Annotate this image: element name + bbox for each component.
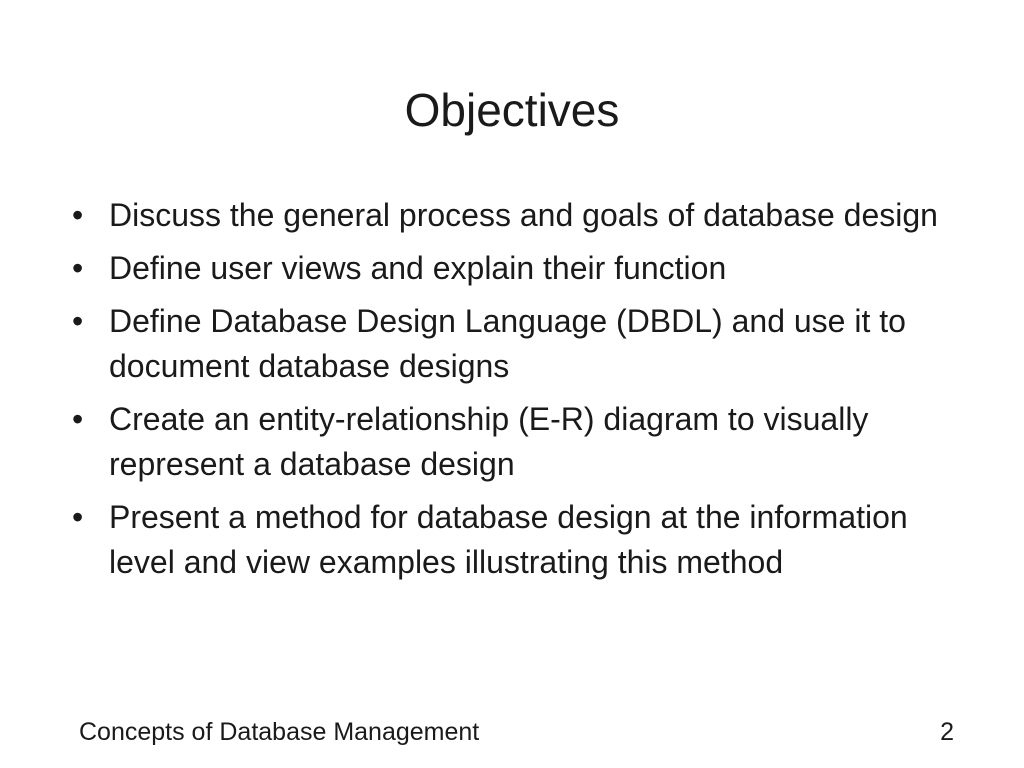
bullet-text: Present a method for database design at the information level and view examples illustrating this method [109, 499, 908, 580]
list-item [72, 193, 972, 238]
list-item [72, 299, 972, 389]
slide-title: Objectives [404, 84, 620, 136]
bullet-icon: • [72, 197, 84, 233]
bullet-icon: • [72, 401, 84, 437]
footer-course-title: Concepts of Database Management [79, 718, 480, 746]
bullet-icon: • [72, 499, 84, 535]
list-item [72, 246, 972, 291]
bullet-icon: • [72, 303, 84, 339]
list-item [72, 495, 972, 585]
bullet-text: Create an entity-relationship (E-R) diagram to visually represent a database design [109, 401, 869, 482]
bullet-list [72, 193, 972, 593]
bullet-icon: • [72, 250, 84, 286]
bullet-text: Discuss the general process and goals of database design [109, 197, 938, 233]
footer-page-number: 2 [940, 718, 954, 746]
bullet-text: Define Database Design Language (DBDL) and use it to document database designs [109, 303, 906, 384]
list-item [72, 397, 972, 487]
bullet-text: Define user views and explain their function [109, 250, 727, 286]
